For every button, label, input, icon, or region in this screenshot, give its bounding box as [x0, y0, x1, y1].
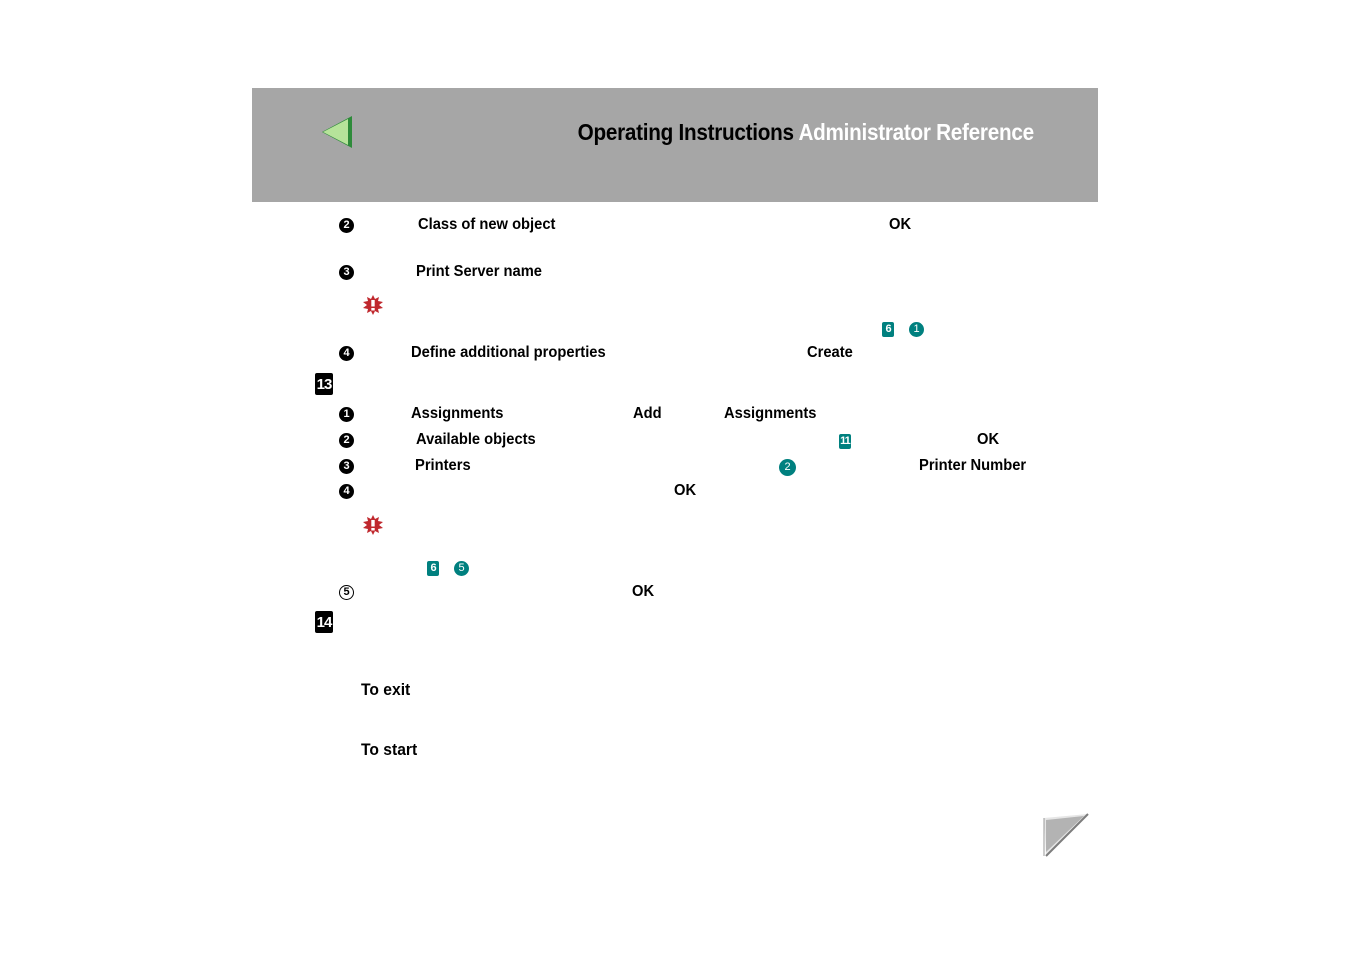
tab-label: Assignments [411, 405, 504, 422]
step-marker: 1 [339, 407, 354, 422]
add-label: Add [633, 405, 662, 422]
ok-label: OK [632, 583, 655, 600]
field-label: Define additional properties [411, 344, 606, 361]
step-marker: 3 [339, 459, 354, 474]
step-marker: 2 [339, 218, 354, 233]
step-marker: 2 [339, 433, 354, 448]
important-icon [363, 515, 383, 535]
step-marker: 4 [339, 346, 354, 361]
step-ref-circle: 5 [454, 561, 469, 576]
field-label: Print Server name [416, 263, 542, 280]
note-heading: To start [361, 740, 418, 759]
title-main: Operating Instructions [577, 119, 794, 145]
step-number: 13 [315, 373, 333, 395]
field-label: Class of new object [418, 216, 556, 233]
field-label: Printers [415, 457, 471, 474]
note-heading: To exit [361, 680, 411, 699]
important-icon [363, 295, 383, 315]
field-label: Printer Number [919, 457, 1027, 474]
ok-label: OK [674, 482, 697, 499]
ok-label: OK [977, 431, 1000, 448]
step-number: 14 [315, 611, 333, 633]
step-marker: 4 [339, 484, 354, 499]
step-ref-square: 6 [882, 322, 894, 337]
page-header [252, 88, 1098, 202]
tab-label: Assignments [724, 405, 817, 422]
back-arrow-icon[interactable] [320, 115, 354, 149]
step-marker: 5 [339, 585, 354, 600]
ok-label: OK [889, 216, 912, 233]
step-ref-circle: 2 [779, 459, 796, 476]
title-sub: Administrator Reference [798, 119, 1034, 145]
field-label: Available objects [416, 431, 536, 448]
step-ref-square: 6 [427, 561, 439, 576]
step-ref-square: 11 [840, 435, 850, 447]
page-title [578, 119, 1034, 146]
step-ref-circle: 1 [909, 322, 924, 337]
create-label: Create [807, 344, 853, 361]
next-page-icon[interactable] [1040, 812, 1090, 858]
step-marker: 3 [339, 265, 354, 280]
